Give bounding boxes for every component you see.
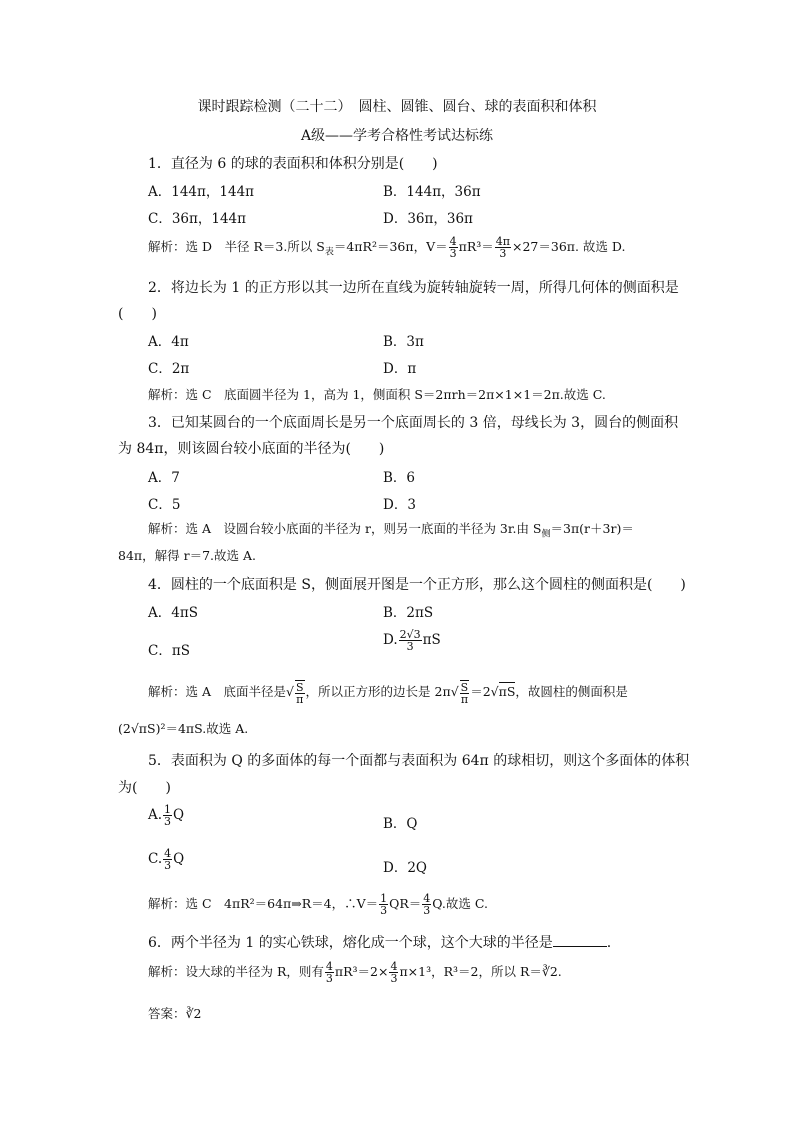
page-title: 课时跟踪检测（二十二） 圆柱、圆锥、圆台、球的表面积和体积 bbox=[197, 99, 597, 115]
q6-solution: 解析：设大球的半径为 R，则有 $\frac{4}{3}$ πR³＝2× $\frac{4}{3}$ π×1³，R³＝2，所以 R＝∛2. bbox=[148, 960, 562, 985]
q5-option-a: A. $\frac{1}{3}$ Q bbox=[148, 803, 185, 828]
q2-option-a: A．4π bbox=[148, 334, 189, 350]
q6-stem: 6．两个半径为 1 的实心铁球，熔化成一个球，这个大球的半径是 . bbox=[148, 935, 612, 951]
q1-option-a: A．144π，144π bbox=[148, 184, 255, 200]
q4-option-b: B．2πS bbox=[383, 605, 434, 621]
q4-solution-line1: 解析：选 A 底面半径是√ $\frac{S}{\pi}$ ，所以正方形的边长是 2π√ $\frac{S}{\pi}$ ＝2√πS，故圆柱的侧面积是 bbox=[148, 681, 628, 706]
q3-stem-line2: 为 84π，则该圆台较小底面的半径为( ) bbox=[118, 441, 385, 457]
fraction: $\frac{4}{3}$ bbox=[449, 235, 457, 260]
q1-option-c: C．36π，144π bbox=[148, 211, 247, 227]
q3-option-c: C．5 bbox=[148, 497, 181, 513]
q2-option-d: D．π bbox=[383, 361, 417, 377]
q4-option-c: C．πS bbox=[148, 643, 190, 659]
q5-solution: 解析：选 C 4πR²＝64π⇒R＝4，∴V＝ $\frac{1}{3}$ QR＝ $\frac{4}{3}$ Q.故选 C. bbox=[148, 892, 488, 917]
q3-option-b: B．6 bbox=[383, 470, 416, 486]
q1-stem: 1．直径为 6 的球的表面积和体积分别是( ) bbox=[148, 156, 438, 172]
q1-solution: 解析：选 D 半径 R＝3.所以 $S_表=4\pi R^2=36\pi$，V＝ $\frac{4}{3}$ πR³＝ $\frac{4\pi}{3}$ ×27＝36π. 故选 D. bbox=[148, 235, 626, 260]
q4-stem: 4．圆柱的一个底面积是 S，侧面展开图是一个正方形，那么这个圆柱的侧面积是( ) bbox=[148, 577, 686, 593]
section-subtitle: A级——学考合格性考试达标练 bbox=[300, 128, 494, 144]
q5-option-d: D．2Q bbox=[383, 860, 427, 876]
q4-option-d: D. $\frac{2√3}{3}$ πS bbox=[383, 628, 441, 653]
q5-option-b: B．Q bbox=[383, 816, 418, 832]
q6-answer: 答案：∛2 bbox=[148, 1006, 202, 1021]
answer-blank bbox=[553, 934, 607, 947]
q4-solution-line2: (2√πS)²＝4πS.故选 A. bbox=[118, 721, 249, 736]
q3-solution-line2: 84π，解得 r＝7.故选 A. bbox=[118, 548, 256, 563]
q3-stem-line1: 3．已知某圆台的一个底面周长是另一个底面周长的 3 倍，母线长为 3，圆台的侧面积 bbox=[148, 415, 679, 431]
q2-stem-line2: ( ) bbox=[118, 306, 157, 322]
q3-option-a: A．7 bbox=[148, 470, 180, 486]
q5-option-c: C. $\frac{4}{3}$ Q bbox=[148, 847, 185, 872]
q2-stem-line1: 2．将边长为 1 的正方形以其一边所在直线为旋转轴旋转一周，所得几何体的侧面积是 bbox=[148, 280, 679, 296]
q5-stem-line1: 5．表面积为 Q 的多面体的每一个面都与表面积为 64π 的球相切，则这个多面体的体积 bbox=[148, 753, 690, 769]
q2-option-c: C．2π bbox=[148, 361, 190, 377]
q2-option-b: B．3π bbox=[383, 334, 424, 350]
q2-solution: 解析：选 C 底面圆半径为 1，高为 1，侧面积 S＝2πrh＝2π×1×1＝2π.故选 C. bbox=[148, 387, 606, 402]
q4-option-a: A．4πS bbox=[148, 605, 198, 621]
q1-option-b: B．144π，36π bbox=[383, 184, 481, 200]
q3-solution-line1: 解析：选 A 设圆台较小底面的半径为 r，则另一底面的半径为 3r.由 $S_侧=3\pi(r+3r)=$ bbox=[148, 521, 634, 540]
q5-stem-line2: 为( ) bbox=[118, 780, 171, 796]
q1-option-d: D．36π，36π bbox=[383, 211, 473, 227]
q3-option-d: D．3 bbox=[383, 497, 416, 513]
fraction: $\frac{4\pi}{3}$ bbox=[495, 235, 510, 260]
